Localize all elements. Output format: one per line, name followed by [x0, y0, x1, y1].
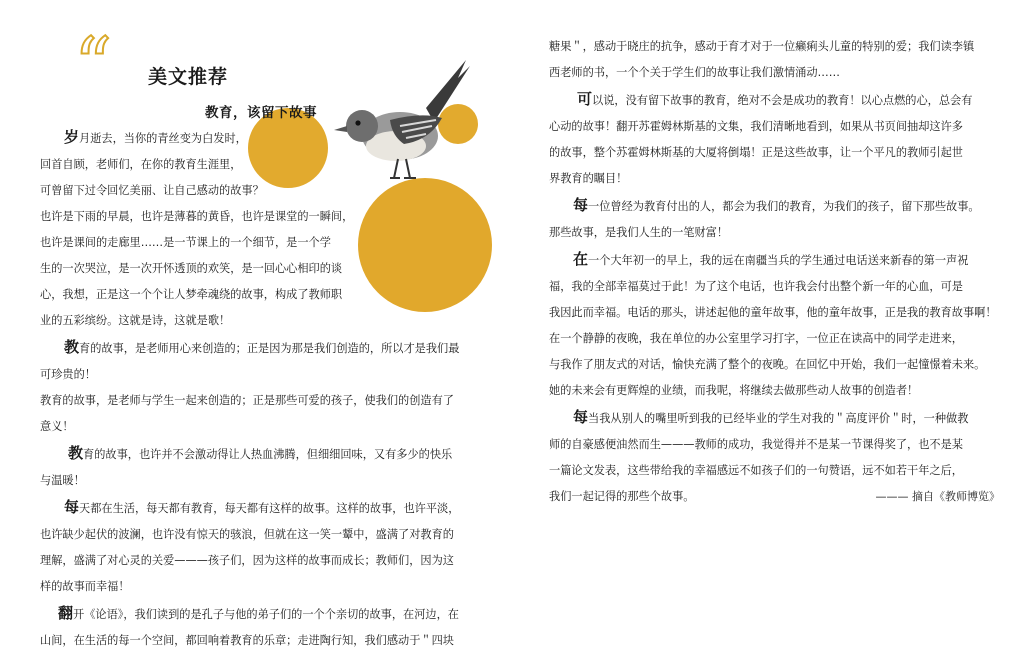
text-line: 心动的故事！翻开苏霍姆林斯基的文集，我们清晰地看到，如果从书页间抽却这许多 [549, 120, 963, 133]
text-line: 也许缺少起伏的波澜，也许没有惊天的骇浪，但就在这一笑一颦中，盛满了对教育的 [40, 528, 454, 541]
left-column [40, 124, 459, 654]
text-line: 每天都在生活，每天都有教育，每天都有这样的故事。这样的故事，也许平淡， [64, 498, 460, 516]
text-line: 翻开《论语》，我们读到的是孔子与他的弟子们的一个个亲切的故事，在河边，在 [58, 604, 459, 622]
text-line: 岁月逝去，当你的青丝变为白发时， [64, 128, 247, 146]
text-line: 也许是课间的走廊里……是一节课上的一个细节，是一个学 [40, 236, 331, 249]
drop-initial: 在 [573, 250, 589, 268]
text-line: 一篇论文发表，这些带给我的幸福感远不如孩子们的一句赞语，远不如若干年之后， [549, 464, 963, 477]
source-citation: ——— 摘自《教师博览》 [875, 490, 1000, 503]
text-line: 教育的故事，也许并不会激动得让人热血沸腾，但细细回味，又有多少的快乐 [68, 444, 453, 462]
text-line: 她的未来会有更辉煌的业绩，而我呢，将继续去做那些动人故事的创造者！ [549, 384, 919, 397]
text-line: 师的自豪感便油然而生———教师的成功，我觉得并不是某一节课得奖了，也不是某 [549, 438, 963, 451]
text-line: 心，我想，正是这一个个让人梦牵魂绕的故事，构成了教师职 [40, 288, 343, 301]
text-line: 教育的故事，是老师用心来创造的；正是因为那是我们创造的，所以才是我们最 [64, 338, 460, 356]
text-line: 的故事，整个苏霍姆林斯基的大厦将倒塌！正是这些故事，让一个平凡的教师引起世 [549, 146, 963, 159]
section-heading: 美文推荐 [148, 66, 229, 88]
drop-initial: 岁 [64, 128, 80, 146]
text-line: 在一个静静的夜晚，我在单位的办公室里学习打字，一位正在读高中的同学走进来， [549, 332, 963, 345]
text-line: 我因此而幸福。电话的那头，讲述起他的童年故事，他的童年故事，正是我的教育故事啊！ [549, 306, 997, 319]
text-line: 糖果＂，感动于晓庄的抗争，感动于育才对于一位癞痢头儿童的特别的爱；我们读李镇 [549, 40, 975, 53]
drop-initial: 每 [573, 196, 589, 214]
text-line: 山间，在生活的每一个空间，都回响着教育的乐章；走进陶行知，我们感动于＂四块 [40, 634, 454, 647]
text-line: 与我作了朋友式的对话，愉快充满了整个的夜晚。在回忆中开始，我们一起憧憬着未来。 [549, 358, 986, 371]
text-line: 样的故事而幸福！ [40, 580, 130, 593]
drop-initial: 每 [64, 498, 80, 516]
text-line: 我们一起记得的那些个故事。 [549, 490, 695, 503]
text-line: 每一位曾经为教育付出的人，都会为我们的教育，为我们的孩子，留下那些故事。 [573, 196, 980, 214]
text-line: 福，我的全部幸福莫过于此！为了这个电话，也许我会付出整个新一年的心血，可是 [549, 280, 963, 293]
text-line: 西老师的书，一个个关于学生们的故事让我们激情涌动…… [549, 66, 840, 79]
drop-initial: 翻 [58, 604, 74, 622]
text-line: 也许是下雨的早晨，也许是薄暮的黄昏，也许是课堂的一瞬间， [40, 210, 354, 223]
text-line: 在一个大年初一的早上，我的远在南疆当兵的学生通过电话送来新春的第一声祝 [573, 250, 969, 268]
text-line: 可以说，没有留下故事的教育，绝对不会是成功的教育！以心点燃的心，总会有 [577, 90, 973, 108]
text-line: 那些故事，是我们人生的一笔财富！ [549, 226, 729, 239]
text-line: 业的五彩缤纷。这就是诗，这就是歌！ [40, 314, 231, 327]
quote-mark-icon: “ [74, 22, 106, 108]
text-line: 回首自顾，老师们，在你的教育生涯里， [40, 158, 242, 171]
text-line: 可珍贵的！ [40, 368, 96, 381]
text-line: 生的一次哭泣，是一次开怀透顶的欢笑，是一回心心相印的谈 [40, 262, 343, 275]
text-line: 可曾留下过令回忆美丽、让自己感动的故事？ [40, 184, 264, 197]
text-line: 每当我从别人的嘴里听到我的已经毕业的学生对我的＂高度评价＂时，一种做教 [573, 408, 969, 426]
drop-initial: 可 [577, 90, 593, 108]
text-line: 教育的故事，是老师与学生一起来创造的；正是那些可爱的孩子，使我们的创造有了 [40, 394, 454, 407]
text-line: 界教育的瞩目！ [549, 172, 628, 185]
drop-initial: 每 [573, 408, 589, 426]
drop-initial: 教 [68, 444, 84, 462]
article-title: 教育，该留下故事 [205, 105, 317, 121]
text-line: 理解，盛满了对心灵的关爱———孩子们，因为这样的故事而成长；教师们，因为这 [40, 554, 454, 567]
drop-initial: 教 [64, 338, 80, 356]
text-line: 意义！ [40, 420, 74, 433]
right-column [549, 34, 997, 510]
text-line: 与温暖！ [40, 474, 85, 487]
